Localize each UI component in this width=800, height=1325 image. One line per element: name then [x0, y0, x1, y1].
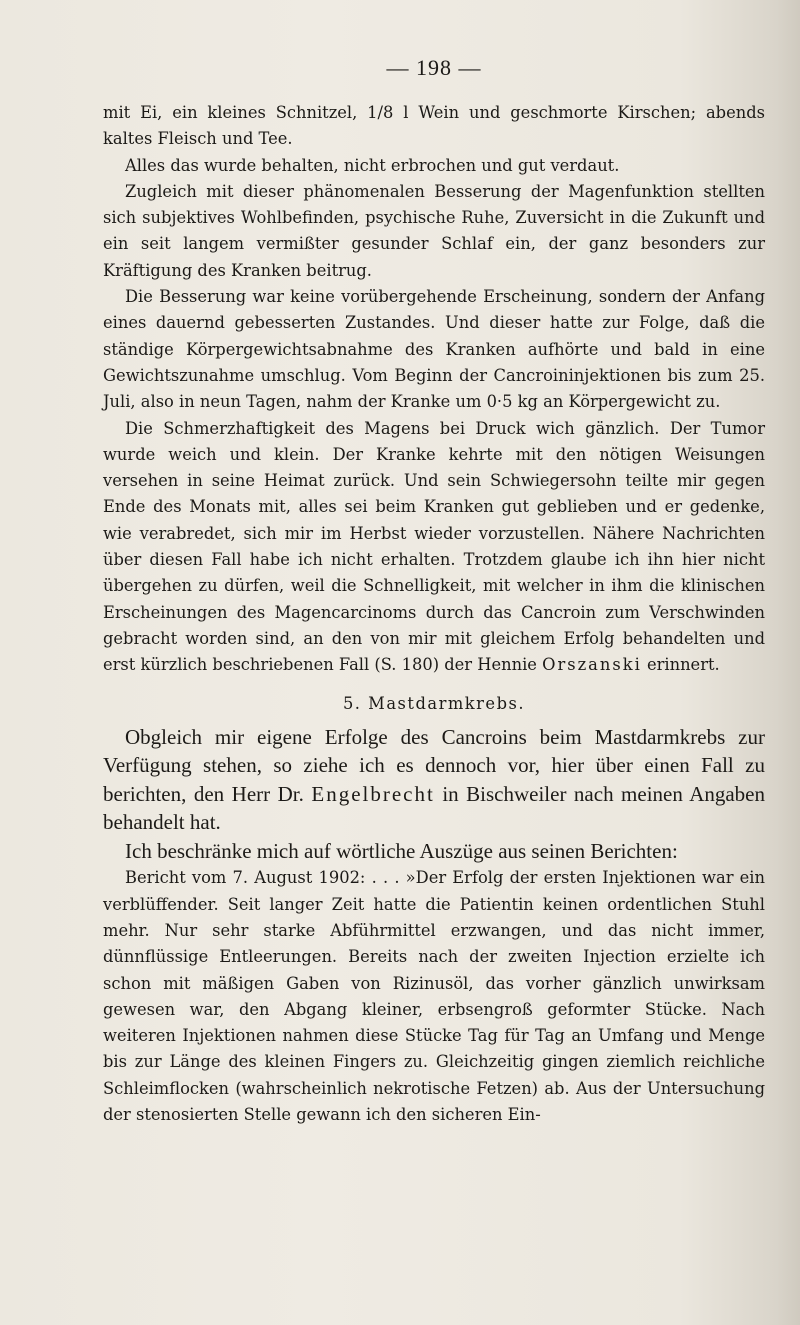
paragraph-8: Bericht vom 7. August 1902: . . . »Der Erfolg der ersten Injektionen war ein verblüffender. Seit langer Zeit hatte die Patientin keinen ordentlichen Stuhl mehr. Nur sehr starke Abführmittel erzwangen, und das nicht immer, dünnflüssige Entleerungen. Bereits nach der zweiten Injection erzielte ich schon mit mäßigen Gaben von Rizinusöl, das vorher gänzlich unwirksam gewesen war, den Abgang kleiner, erbsengroß geformter Stücke. Nach weiteren Injektionen nahmen diese Stücke Tag für Tag an Umfang und Menge bis zur Länge des kleinen Fingers zu. Gleichzeitig gingen ziemlich reichliche Schleimflocken (wahrscheinlich nekrotische Fetzen) ab. Aus der Untersuchung der stenosierten Stelle gewann ich den sicheren Ein- — [103, 868, 765, 1124]
section-heading: 5. Mastdarmkrebs. — [342, 693, 526, 713]
paragraph-3: Zugleich mit dieser phänomenalen Besserung der Magenfunktion stellten sich subjektives Wohlbefinden, psychische Ruhe, Zuversicht in die Zukunft und ein seit langem vermißter gesunder Schlaf ein, der ganz besonders zur Kräftigung des Kranken beitrug. — [103, 181, 765, 280]
paragraph-5 — [103, 416, 765, 679]
page-content — [103, 55, 765, 1128]
paragraph-2: Alles das wurde behalten, nicht erbrochen und gut verdaut. — [125, 155, 620, 175]
doctor-name: Engelbrecht — [311, 781, 435, 806]
paragraph-7: Ich beschränke mich auf wörtliche Auszüge aus seinen Berichten: — [125, 838, 678, 863]
paragraph-5-end: erinnert. — [641, 655, 720, 675]
patient-name: Orszanski — [542, 655, 642, 675]
paragraph-6-text: Obgleich mir eigene Erfolge des Cancroins beim Mastdarmkrebs zur Verfügung stehen, so ziehe ich es dennoch vor, hier über einen Fall zu berichten, den Herr Dr. — [103, 724, 765, 806]
paragraph-5-text: Die Schmerzhaftigkeit des Magens bei Druck wich gänzlich. Der Tumor wurde weich und klein. Der Kranke kehrte mit den nötigen Weisungen versehen in seine Heimat zurück. Und sein Schwiegersohn teilte mir gegen Ende des Monats mit, alles sei beim Kranken gut geblieben und er gedenke, wie verabredet, sich mir im Herbst wieder vorzustellen. Nähere Nachrichten über diesen Fall habe ich nicht erhalten. Trotzdem glaube ich ihn hier nicht übergehen zu dürfen, weil die Schnelligkeit, mit welcher in ihm die klinischen Erscheinungen des Magencarcinoms durch das Cancroin zum Verschwinden gebracht worden sind, an den von mir mit gleichem Erfolg behandelten und erst kürzlich beschriebenen Fall (S. 180) der Hennie — [103, 418, 765, 675]
paragraph-6 — [103, 723, 765, 837]
paragraph-4: Die Besserung war keine vorübergehende Erscheinung, sondern der Anfang eines dauernd gebesserten Zustandes. Und dieser hatte zur Folge, daß die ständige Körpergewichtsabnahme des Kranken aufhörte und bald in eine Gewichtszunahme umschlug. Vom Beginn der Cancroininjektionen bis zum 25. Juli, also in neun Tagen, nahm der Kranke um 0·5 kg an Körpergewicht zu. — [103, 287, 765, 412]
paragraph-6-end: in Bischweiler nach meinen Angaben behandelt hat. — [103, 781, 765, 835]
paragraph-1: mit Ei, ein kleines Schnitzel, 1/8 l Wein und geschmorte Kirschen; abends kaltes Fleisch und Tee. — [103, 103, 765, 149]
page-number: — 198 — — [386, 55, 482, 80]
